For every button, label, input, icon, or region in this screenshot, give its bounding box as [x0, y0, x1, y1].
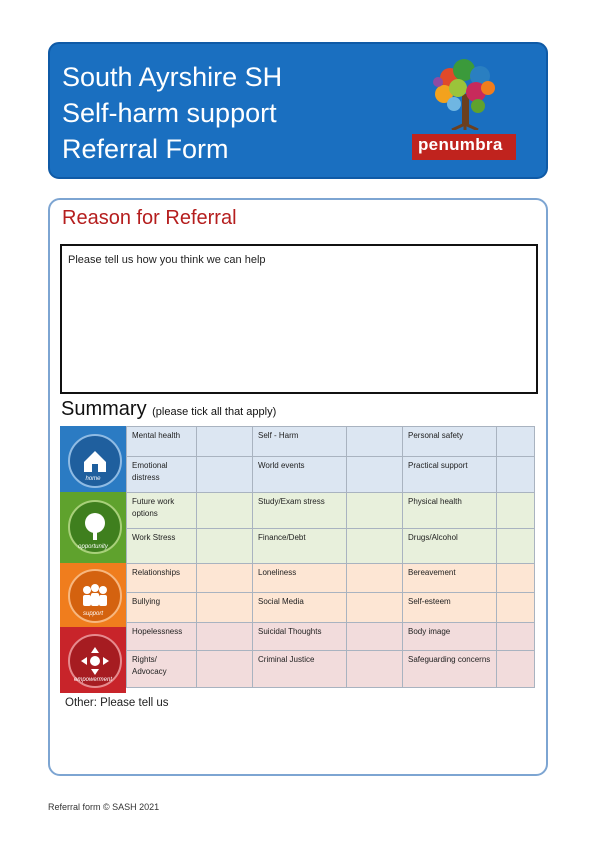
checklist-tick-box[interactable]: [197, 623, 253, 651]
checklist-tick-box[interactable]: [347, 529, 403, 564]
checklist-item-label: Mental health: [127, 427, 197, 457]
checklist-item-label: Future work options: [127, 493, 197, 529]
opportunity-label: opportunity: [78, 544, 108, 550]
reason-prompt: Please tell us how you think we can help: [68, 254, 266, 266]
empowerment-label: empowerment: [73, 677, 112, 683]
checklist-row: [127, 427, 535, 457]
checklist-item-label: World events: [253, 457, 347, 493]
checklist-tick-box[interactable]: [197, 493, 253, 529]
checklist-row: [127, 623, 535, 651]
checklist-row: [127, 493, 535, 529]
summary-title: Summary: [61, 398, 147, 420]
checklist-item-label: Study/Exam stress: [253, 493, 347, 529]
home-label: home: [85, 476, 101, 482]
checklist-item-label: Emotional distress: [127, 457, 197, 493]
checklist-item-label: Loneliness: [253, 564, 347, 593]
checklist-row: [127, 651, 535, 688]
checklist-tick-box[interactable]: [497, 493, 535, 529]
tree-logo-icon: [430, 58, 500, 130]
checklist-item-label: Hopelessness: [127, 623, 197, 651]
reason-heading: Reason for Referral: [62, 207, 237, 229]
form-title: [62, 59, 282, 167]
summary-heading: [61, 398, 276, 421]
checklist-row: [127, 593, 535, 623]
checklist-tick-box[interactable]: [497, 593, 535, 623]
checklist-item-label: Physical health: [403, 493, 497, 529]
checklist-tick-box[interactable]: [497, 427, 535, 457]
checklist-row: [127, 457, 535, 493]
checklist-item-label: Relationships: [127, 564, 197, 593]
checklist-item-label: Self - Harm: [253, 427, 347, 457]
summary-checklist: [126, 426, 535, 688]
title-line-1: South Ayrshire SH: [62, 62, 283, 92]
checklist-item-label: Bullying: [127, 593, 197, 623]
checklist-item-label: Work Stress: [127, 529, 197, 564]
footer-text: Referral form © SASH 2021: [48, 802, 160, 812]
category-band-home: [60, 426, 126, 492]
support-label: support: [82, 611, 103, 617]
checklist-tick-box[interactable]: [197, 529, 253, 564]
brand-label: [412, 134, 516, 160]
checklist-item-label: Suicidal Thoughts: [253, 623, 347, 651]
checklist-tick-box[interactable]: [497, 651, 535, 688]
checklist-row: [127, 564, 535, 593]
checklist-tick-box[interactable]: [347, 651, 403, 688]
checklist-tick-box[interactable]: [347, 593, 403, 623]
checklist-tick-box[interactable]: [197, 564, 253, 593]
checklist-item-label: Bereavement: [403, 564, 497, 593]
checklist-tick-box[interactable]: [347, 623, 403, 651]
checklist-tick-box[interactable]: [347, 457, 403, 493]
checklist-tick-box[interactable]: [347, 564, 403, 593]
checklist-tick-box[interactable]: [497, 564, 535, 593]
checklist-tick-box[interactable]: [497, 457, 535, 493]
checklist-row: [127, 529, 535, 564]
category-band-empowerment: [60, 627, 126, 693]
header-banner: [48, 42, 548, 179]
checklist-item-label: Body image: [403, 623, 497, 651]
brand-word: penumbra: [418, 135, 503, 154]
checklist-item-label: Finance/Debt: [253, 529, 347, 564]
title-line-2: Self-harm support: [62, 98, 277, 128]
checklist-tick-box[interactable]: [347, 427, 403, 457]
checklist-item-label: Personal safety: [403, 427, 497, 457]
reason-textarea[interactable]: [60, 244, 538, 394]
category-band-support: [60, 563, 126, 627]
other-label: Other: Please tell us: [65, 697, 169, 709]
checklist-item-label: Safeguarding concerns: [403, 651, 497, 688]
category-band-opportunity: [60, 492, 126, 563]
penumbra-logo: [412, 58, 522, 163]
checklist-tick-box[interactable]: [497, 529, 535, 564]
checklist-item-label: Self-esteem: [403, 593, 497, 623]
checklist-tick-box[interactable]: [497, 623, 535, 651]
checklist-item-label: Rights/ Advocacy: [127, 651, 197, 688]
checklist-tick-box[interactable]: [197, 651, 253, 688]
checklist-item-label: Criminal Justice: [253, 651, 347, 688]
checklist-item-label: Social Media: [253, 593, 347, 623]
checklist-tick-box[interactable]: [197, 593, 253, 623]
checklist-tick-box[interactable]: [347, 493, 403, 529]
checklist-item-label: Practical support: [403, 457, 497, 493]
checklist-tick-box[interactable]: [197, 427, 253, 457]
checklist-tick-box[interactable]: [197, 457, 253, 493]
checklist-item-label: Drugs/Alcohol: [403, 529, 497, 564]
title-line-3: Referral Form: [62, 134, 229, 164]
summary-note: (please tick all that apply): [152, 406, 277, 418]
